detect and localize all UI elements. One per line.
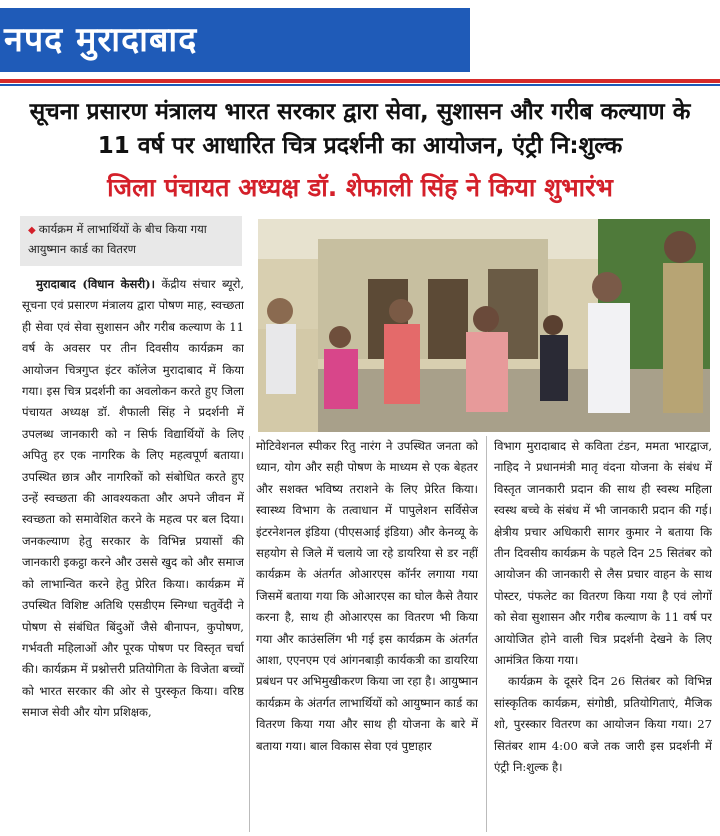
section-title-bar [0,8,470,72]
headline: सूचना प्रसारण मंत्रालय भारत सरकार द्वारा सेवा, सुशासन और गरीब कल्याण के 11 वर्ष पर आधारित चित्र प्रदर्शनी का आयोजन, एंट्री नि:शुल्क [29,99,691,159]
header-rule-red [0,79,720,83]
article-col1-text: केंद्रीय संचार ब्यूरो, सूचना एवं प्रसारण मंत्रालय द्वारा पोषण माह, स्वच्छता ही सेवा एवं सेवा सुशासन और गरीब कल्याण के 11 वर्ष के अवसर पर तीन दिवसीय कार्यक्रम का आयोजन चित्रगुप्त इंटर कॉलेज मुरादाबाद में किया गया। इस चित्र प्रदर्शनी का अवलोकन करते हुए जिला पंचायत अध्यक्ष डॉ. शैफाली सिंह ने प्रदर्शनी में उपलब्ध जानकारी को न सिर्फ विद्यार्थियों के लिए अपितु हर एक नागरिक के लिए महत्वपूर्ण बताया। उपस्थित छात्र और नागरिकों को संबोधित करते हुए उन्हें स्वच्छता की आवश्यकता और अपने जीवन में स्वच्छता को समावेशित करने के महत्व पर बल दिया। जनकल्याण हेतु सरकार के विभिन्न प्रयासों की जानकारी इकट्ठा करने और उससे खुद को और समाज को लाभान्वित करने हेतु प्रेरित किया। कार्यक्रम में उपस्थित विशिष्ट अतिथि एसडीएम स्निग्धा चतुर्वेदी ने पोषण से संबंधित बिंदुओं जैसे बीनापन, कुपोषण, गर्भवती महिलाओं और पूरक पोषण पर विस्तृत चर्चा की। कार्यक्रम में प्रश्नोत्तरी प्रतियोगिता के विजेता बच्चों को भारत सरकार की ओर से पुरस्कृत किया। वरिष्ठ समाज सेवी और योग प्रशिक्षक, [22,277,244,720]
article-column-1 [22,274,244,834]
event-photo [258,219,710,432]
article-column-3 [494,436,712,836]
article-col2-text: मोटिवेशनल स्पीकर रितु नारंग ने उपस्थित जनता को ध्यान, योग और सही पोषण के माध्यम से एक बेहतर और सशक्त भविष्य तराशने के लिए प्रेरित किया। स्वास्थ्य विभाग के तत्वाधान में पापुलेशन सर्विसेज इंटरनेशनल इंडिया (पीएसआई इंडिया) और केनव्यू के सहयोग से जिले में चलाये जा रहे डायरिया से डर नहीं कार्यक्रम के अंतर्गत ओआरएस कॉर्नर लगाया गया जिसमें बताया गया कि ओआरएस का घोल कैसे तैयार करना है, साथ ही ओआरएस का वितरण भी किया गया और काउंसलिंग भी गई इस कार्यक्रम के अंतर्गत आशा, एएनएम एवं आंगनबाड़ी कार्यकत्री का डायरिया प्रबंधन पर अभिमुखीकरण किया जा रहा है। आयुष्मान कार्यक्रम के अंतर्गत लाभार्थियों को आयुष्मान कार्ड का वितरण किया गया और साथ ही योजना के बारे में बताया गया। बाल विकास सेवा एवं पुष्टाहार [256,439,478,753]
article-dateline: मुरादाबाद (विधान केसरी)। [36,277,156,291]
article-column-2 [256,436,478,836]
column-divider-1 [249,436,250,832]
section-title: नपद मुरादाबाद [4,20,198,60]
column-divider-2 [486,436,487,832]
caption-bullet-icon: ◆ [28,225,36,236]
event-photo-illustration [258,219,710,432]
article-col3-paragraph-2: कार्यक्रम के दूसरे दिन 26 सितंबर को विभिन्न सांस्कृतिक कार्यक्रम, संगोष्ठी, प्रतियोगिताएं, मैजिक शो, पुरस्कार वितरण का आयोजन किया गया। 27 सितंबर शाम 4:00 बजे तक जारी इस प्रदर्शनी में एंट्री नि:शुल्क है। [494,674,712,775]
header-rule-blue [0,84,720,86]
photo-caption-box [20,216,242,266]
subheadline: जिला पंचायत अध्यक्ष डॉ. शेफाली सिंह ने किया शुभारंभ [107,173,613,202]
article-col3-paragraph-1: विभाग मुरादाबाद से कविता टंडन, ममता भारद्वाज, नाहिद ने प्रधानमंत्री मातृ वंदना योजना के संबंध में विस्तृत जानकारी प्रदान की साथ ही स्वस्थ महिला स्वस्थ बच्चे के संबंध में भी जानकारी प्रदान की गई। क्षेत्रीय प्रचार अधिकारी सागर कुमार ने बताया कि तीन दिवसीय कार्यक्रम के पहले दिन 25 सितंबर को आयोजन की जानकारी से लैस प्रचार वाहन के साथ पोस्टर, पंफलेट का वितरण किया गया है एवं लोगों को सेवा सुशासन और गरीब कल्याण के 11 वर्ष पर आयोजित होने वाली चित्र प्रदर्शनी देखने के लिए आमंत्रित किया गया। [494,439,712,668]
photo-caption: कार्यक्रम में लाभार्थियों के बीच किया गया आयुष्मान कार्ड का वितरण [28,222,207,256]
